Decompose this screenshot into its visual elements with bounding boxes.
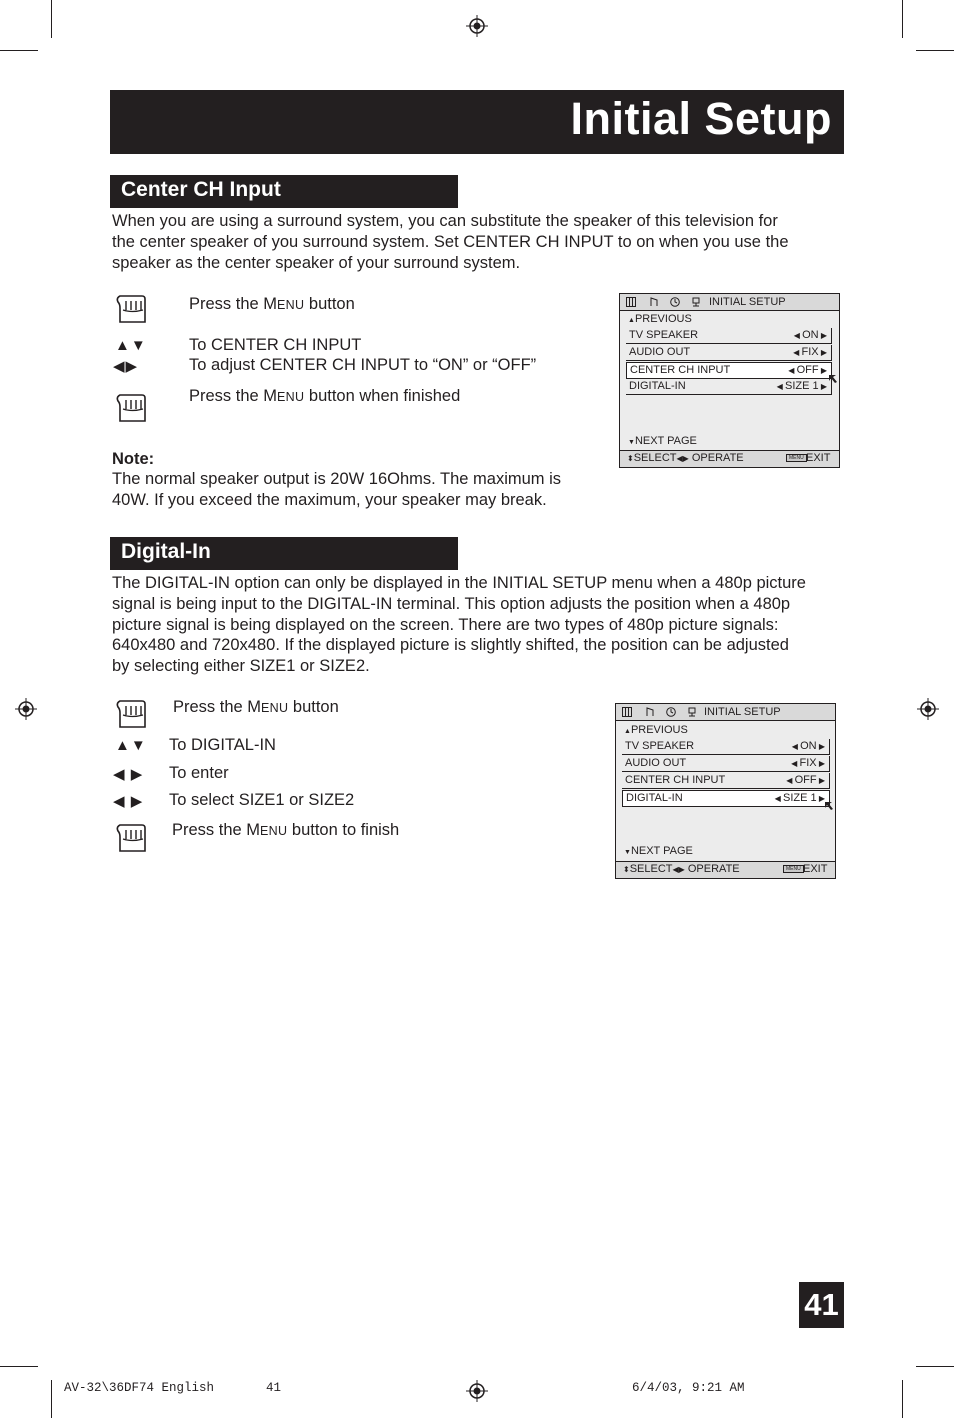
footer-date: 6/4/03, 9:21 AM <box>632 1381 745 1395</box>
note-line: 40W. If you exceed the maximum, your speaker may break. <box>112 490 547 509</box>
registration-mark-icon <box>15 698 37 720</box>
osd-screen-center-ch <box>619 293 840 468</box>
intro-line: the center speaker of you surround system. Set CENTER CH INPUT to on when you use the <box>112 232 789 251</box>
clock-icon <box>670 297 680 307</box>
note-text <box>112 469 612 511</box>
intro-line: by selecting either SIZE1 or SIZE2. <box>112 657 370 676</box>
osd-item-tv-speaker: TV SPEAKER ◀ ON ▶ <box>622 739 830 755</box>
step-to-center-ch: To CENTER CH INPUT <box>189 336 362 354</box>
picture-icon <box>626 297 636 307</box>
intro-line: signal is being input to the DIGITAL-IN terminal. This option adjusts the position when a 480p <box>112 594 791 613</box>
intro-line: picture signal is being displayed on the screen. There are two types of 480p picture signals: <box>112 615 779 634</box>
osd-footer <box>620 450 839 467</box>
cursor-arrow-icon <box>825 802 833 810</box>
press-button-hand-icon <box>114 292 146 324</box>
picture-icon <box>622 707 632 717</box>
osd-screen-digital-in <box>615 703 836 879</box>
page-title: Initial Setup <box>570 93 832 144</box>
menu-badge-icon: MENU <box>786 454 807 462</box>
sound-icon <box>645 707 655 717</box>
crop-mark <box>51 0 52 38</box>
crop-mark <box>902 0 903 38</box>
page-title-bar <box>110 90 844 154</box>
intro-line: speaker as the center speaker of your surround system. <box>112 253 521 272</box>
footer-page: 41 <box>266 1381 282 1395</box>
step-select-size: To select SIZE1 or SIZE2 <box>169 791 355 809</box>
press-button-hand-icon <box>114 821 146 853</box>
osd-exit: EXIT <box>806 452 831 464</box>
intro-line: The DIGITAL-IN option can only be displayed in the INITIAL SETUP menu when a 480p picture <box>112 574 806 592</box>
step-press-menu: Press the MENU button <box>173 698 339 716</box>
osd-item-digital-in: DIGITAL-IN ◀ SIZE 1 ▶ <box>622 790 830 807</box>
osd-header <box>620 294 839 311</box>
setup-icon <box>687 707 697 717</box>
osd-item-digital-in: DIGITAL-IN ◀ SIZE 1 ▶ <box>626 379 832 395</box>
crop-mark <box>916 50 954 51</box>
osd-item-audio-out: AUDIO OUT ◀ FIX ▶ <box>622 756 830 772</box>
osd-item-center-ch-input: CENTER CH INPUT ◀ OFF ▶ <box>626 362 832 379</box>
osd-item-center-ch-input: CENTER CH INPUT ◀ OFF ▶ <box>622 773 830 789</box>
intro-line: 640x480 and 720x480. If the displayed picture is slightly shifted, the position can be adjusted <box>112 636 789 655</box>
osd-header <box>616 704 835 721</box>
note-title: Note: <box>112 450 155 468</box>
left-right-arrows-icon: ◀▶ <box>113 358 139 375</box>
page-number-box <box>799 1282 844 1328</box>
osd-previous: ▲PREVIOUS <box>624 724 688 736</box>
menu-badge-icon: MENU <box>783 865 804 873</box>
section1-intro <box>112 211 852 273</box>
step-to-digital-in: To DIGITAL-IN <box>169 736 276 754</box>
step-press-menu: Press the MENU button <box>189 295 355 313</box>
press-button-hand-icon <box>114 697 146 729</box>
cursor-arrow-icon <box>829 375 837 383</box>
sound-icon <box>649 297 659 307</box>
up-down-arrows-icon: ▲▼ <box>115 337 147 354</box>
page-number: 41 <box>804 1287 839 1322</box>
step-to-enter: To enter <box>169 764 229 782</box>
section-heading-center-ch-input <box>110 175 458 208</box>
osd-select-operate: ⬍SELECT◀▶ OPERATE <box>627 452 744 464</box>
crop-mark <box>0 1366 38 1367</box>
step-press-menu-finished: Press the MENU button when finished <box>189 387 461 405</box>
step-adjust-center-ch: To adjust CENTER CH INPUT to “ON” or “OFF” <box>189 356 537 374</box>
osd-previous: ▲PREVIOUS <box>628 313 692 325</box>
osd-select-operate: ⬍SELECT◀▶ OPERATE <box>623 863 740 875</box>
press-button-hand-icon <box>114 391 146 423</box>
crop-mark <box>902 1380 903 1418</box>
section2-intro <box>112 573 852 677</box>
note-line: The normal speaker output is 20W 16Ohms. The maximum is <box>112 470 562 488</box>
crop-mark <box>916 1366 954 1367</box>
osd-header-text: INITIAL SETUP <box>704 706 781 718</box>
registration-mark-icon <box>917 698 939 720</box>
crop-mark <box>51 1380 52 1418</box>
osd-exit: EXIT <box>803 863 828 875</box>
clock-icon <box>666 707 676 717</box>
left-right-arrows-icon: ◀ ▶ <box>113 766 144 783</box>
osd-next-page: ▼NEXT PAGE <box>624 845 693 857</box>
section-heading-digital-in <box>110 537 458 570</box>
up-down-arrows-icon: ▲▼ <box>115 737 147 754</box>
section-title: Digital-In <box>121 540 211 563</box>
registration-mark-icon <box>466 15 488 37</box>
intro-line: When you are using a surround system, you can substitute the speaker of this television for <box>112 212 778 230</box>
osd-item-tv-speaker: TV SPEAKER ◀ ON ▶ <box>626 328 832 344</box>
registration-mark-icon <box>466 1380 488 1402</box>
osd-item-audio-out: AUDIO OUT ◀ FIX ▶ <box>626 345 832 361</box>
crop-mark <box>0 50 38 51</box>
left-right-arrows-icon: ◀ ▶ <box>113 793 144 810</box>
step-press-menu-finish: Press the MENU button to finish <box>172 821 400 839</box>
footer-file: AV-32\36DF74 English <box>64 1381 215 1395</box>
osd-header-text: INITIAL SETUP <box>709 296 786 308</box>
osd-next-page: ▼NEXT PAGE <box>628 435 697 447</box>
setup-icon <box>691 297 701 307</box>
section-title: Center CH Input <box>121 178 281 201</box>
osd-footer <box>616 861 835 878</box>
